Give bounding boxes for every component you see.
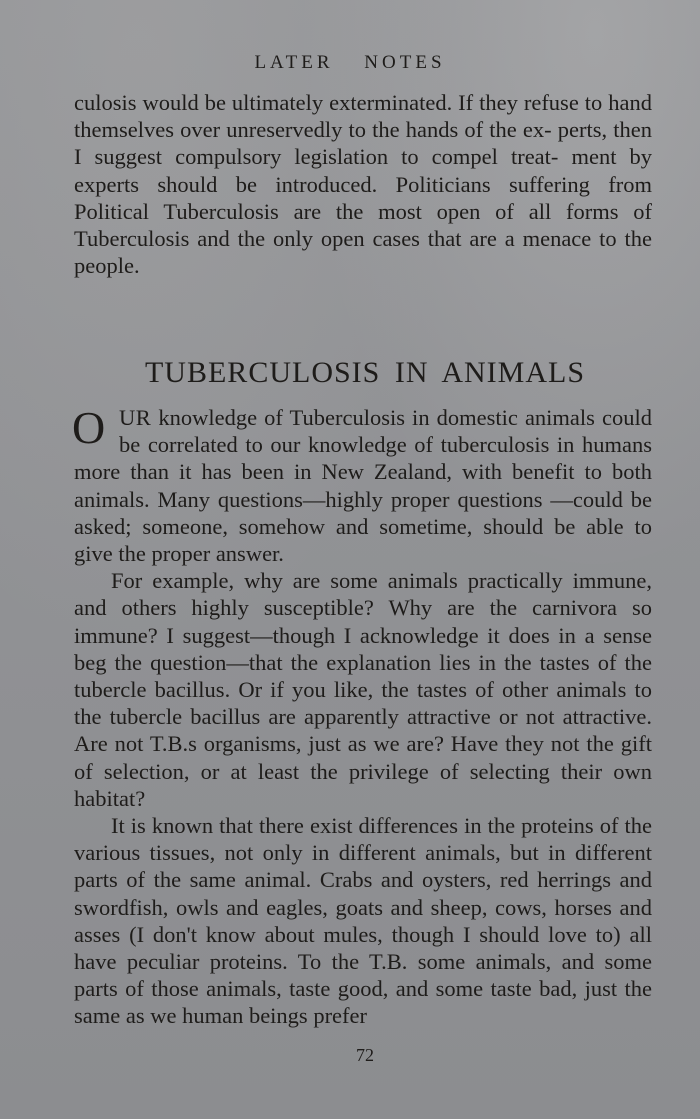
paragraph-1-text: knowledge of Tuberculosis in domestic animals could be correlated to our knowledge of tuberculosis in humans more than it has been in New Zealand, with benefit to both animals. Many questions—highly proper questions —could be asked; someone, somehow and sometime, should be able to give the proper answer. — [74, 405, 652, 567]
paragraph-1 — [74, 404, 652, 567]
paragraph-1-lead: UR — [119, 405, 152, 430]
page-number: 72 — [356, 1045, 374, 1065]
section-body — [74, 404, 652, 1030]
continuation-paragraph: culosis would be ultimately exterminated. If they refuse to hand themselves over unreservedly to the hands of the ex- perts, then I suggest compulsory legislation to compel treat- ment by experts should be introduced. Politicians suffering from Political Tuberculosis are the most open of all forms of Tuberculosis and the only open cases that are a menace to the people. — [74, 90, 652, 279]
running-head: LATER NOTES — [254, 52, 446, 73]
section-title: TUBERCULOSIS IN ANIMALS — [144, 356, 586, 389]
paragraph-2: For example, why are some animals practically immune, and others highly susceptible? Why are the carnivora so immune? I suggest—though I acknowledge it does in a sense beg the question—that the explanation lies in the tastes of the tubercle bacillus. Or if you like, the tastes of other animals to the tubercle bacillus are apparently attractive or not attractive. Are not T.B.s organisms, just as we are? Have they not the gift of selection, or at least the privilege of selecting their own habitat? — [74, 568, 652, 811]
drop-cap: O — [72, 402, 106, 453]
paragraph-3: It is known that there exist differences in the proteins of the various tissues, not only in different animals, but in different parts of the same animal. Crabs and oysters, red herrings and swordfish, owls and eagles, goats and sheep, cows, horses and asses (I don't know about mules, though I should love to) all have peculiar proteins. To the T.B. some animals, and some parts of those animals, taste good, and some taste bad, just the same as we human beings prefer — [74, 813, 652, 1029]
continuation-block — [74, 89, 652, 279]
